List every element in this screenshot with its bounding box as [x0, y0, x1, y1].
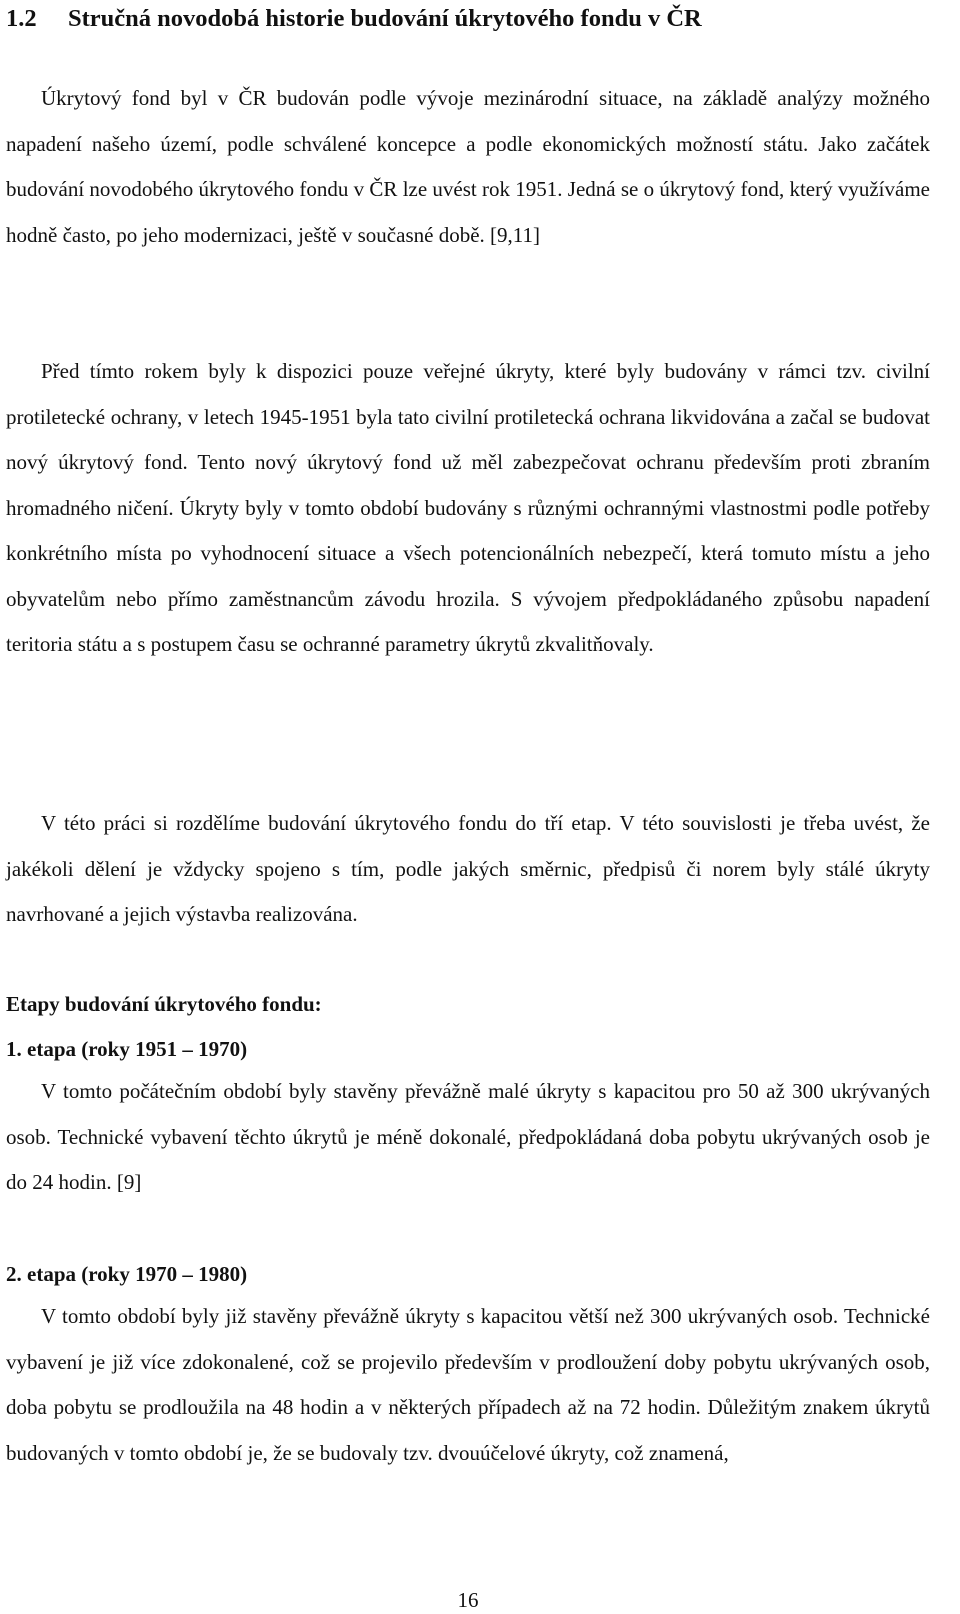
paragraph-stages-intro: V této práci si rozdělíme budování úkrytového fondu do tří etap. V této souvislosti je třeba uvést, že jakékoli dělení je vždycky spojeno s tím, podle jakých směrnic, předpisů či norem byly stálé úkryty navrhované a jejich výstavba realizována.: [6, 811, 930, 926]
page-number: 16: [457, 1588, 479, 1612]
stage-2-text: V tomto období byly již stavěny převážně úkryty s kapacitou větší než 300 ukrývaných osob. Technické vybavení je již více zdokonalené, což se projevilo především v prodloužení doby pobytu ukrývaných osob, doba pobytu se prodloužila na 48 hodin a v některých případech až na 72 hodin. Důležitým znakem úkrytů budovaných v tomto období je, že se budovaly tzv. dvouúčelové úkryty, což znamená,: [6, 1304, 930, 1465]
stage-1-text: V tomto počátečním období byly stavěny převážně malé úkryty s kapacitou pro 50 až 300 ukrývaných osob. Technické vybavení těchto úkrytů je méně dokonalé, předpokládaná doba pobytu ukrývaných osob je do 24 hodin. [9]: [6, 1079, 930, 1194]
section-title: Stručná novodobá historie budování úkrytového fondu v ČR: [68, 5, 702, 32]
stage-1-title: 1. etapa (roky 1951 – 1970): [6, 1037, 248, 1061]
paragraph-history: Před tímto rokem byly k dispozici pouze veřejné úkryty, které byly budovány v rámci tzv. civilní protiletecké ochrany, v letech 1945-1951 byla tato civilní protiletecká ochrana likvidována a začal se budovat nový úkrytový fond. Tento nový úkrytový fond už měl zabezpečovat ochranu především proti zbraním hromadného ničení. Úkryty byly v tomto období budovány s různými ochrannými vlastnostmi podle potřeby konkrétního místa po vyhodnocení situace a všech potencionálních nebezpečí, která tomuto místu a jeho obyvatelům nebo přímo zaměstnancům závodu hrozila. S vývojem předpokládaného způsobu napadení teritoria státu a s postupem času se ochranné parametry úkrytů zkvalitňovaly.: [6, 359, 930, 656]
stage-2-title: 2. etapa (roky 1970 – 1980): [6, 1262, 248, 1286]
stages-heading: Etapy budování úkrytového fondu:: [6, 992, 322, 1016]
paragraph-intro: Úkrytový fond byl v ČR budován podle vývoje mezinárodní situace, na základě analýzy možného napadení našeho území, podle schválené koncepce a podle ekonomických možností státu. Jako začátek budování novodobého úkrytového fondu v ČR lze uvést rok 1951. Jedná se o úkrytový fond, který využíváme hodně často, po jeho modernizaci, ještě v současné době. [9,11]: [6, 86, 930, 247]
section-heading: [6, 4, 702, 34]
section-number: 1.2: [6, 5, 37, 32]
